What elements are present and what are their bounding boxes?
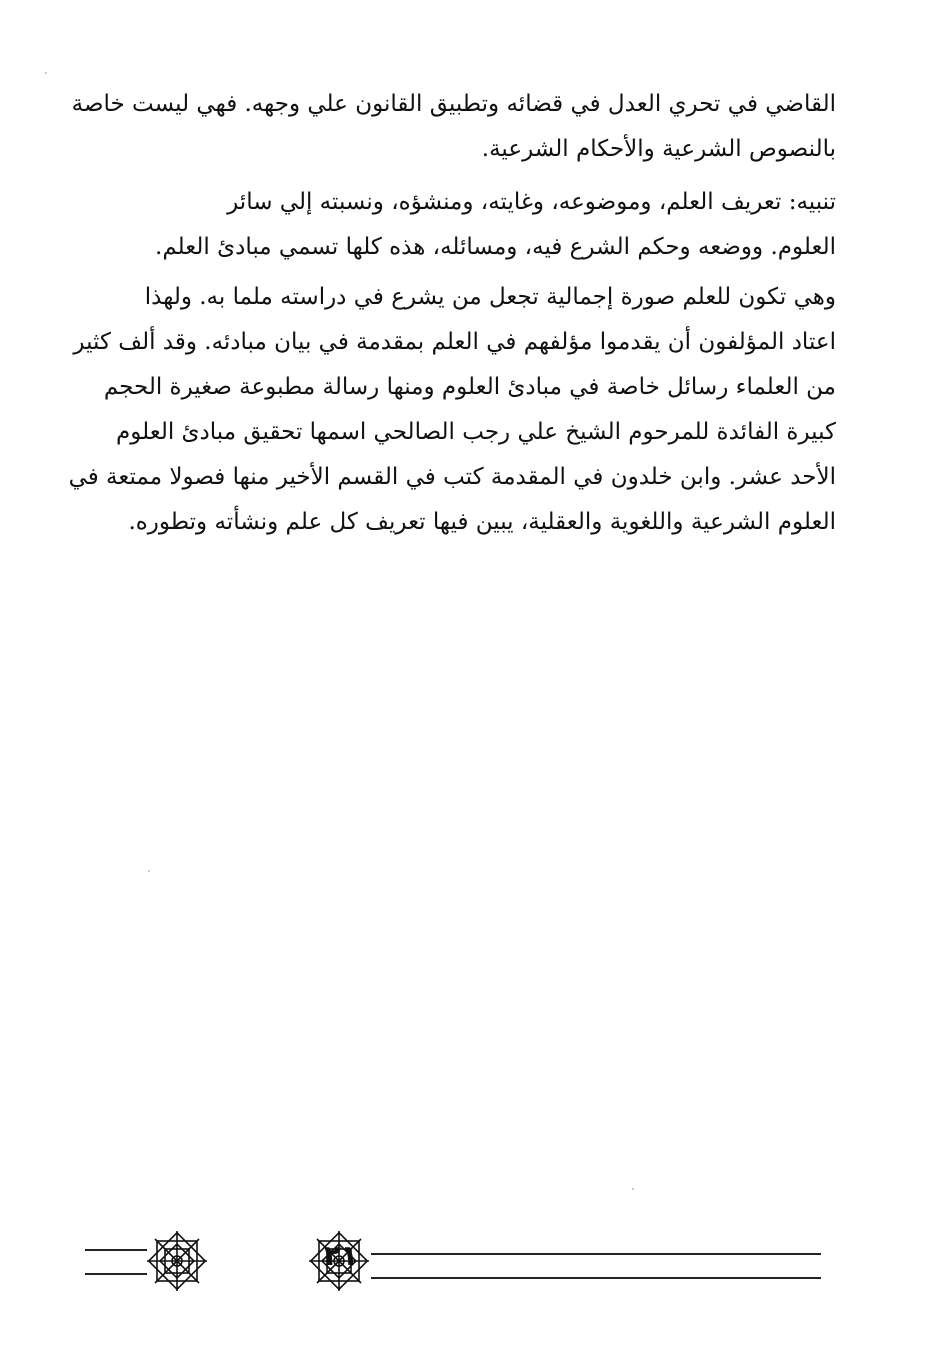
text-line: القاضي في تحري العدل في قضائه وتطبيق القانون علي وجهه. فهي ليست خاصة [71,91,836,117]
text-line: اعتاد المؤلفون أن يقدموا مؤلفهم في العلم بمقدمة في بيان مبادئه. وقد ألف كثير [73,329,836,355]
text-line: من العلماء رسائل خاصة في مبادئ العلوم ومنها رسالة مطبوعة صغيرة الحجم [103,374,836,400]
octagram-star-icon [145,1229,209,1293]
text-line: العلوم. ووضعه وحكم الشرع فيه، ومسائله، هذه كلها تسمي مبادئ العلم. [155,234,836,260]
paragraph-1 [71,82,836,172]
text-line: تنبيه: تعريف العلم، وموضوعه، وغايته، ومنشؤه، ونسبته إلي سائر [227,189,836,215]
text-line: العلوم الشرعية واللغوية والعقلية، يبين فيها تعريف كل علم ونشأته وتطوره. [128,509,836,535]
scan-speck [45,72,47,74]
text-line: الأحد عشر. وابن خلدون في المقدمة كتب في القسم الأخير منها فصولا ممتعة في [68,464,836,490]
footer-rule-left-top [85,1249,147,1251]
footer-rule-left-bottom [85,1273,147,1275]
paragraph-2-note [100,180,836,270]
footer-rule-right-bottom [371,1277,821,1279]
paragraph-3 [68,275,836,545]
octagram-star-icon [307,1229,371,1293]
page-number: ٢١ [323,1239,359,1272]
text-line: بالنصوص الشرعية والأحكام الشرعية. [481,136,836,162]
scan-speck [632,1188,634,1190]
text-line: وهي تكون للعلم صورة إجمالية تجعل من يشرع في دراسته ملما به. ولهذا [144,284,836,310]
page-footer [85,1225,825,1305]
footer-rule-right-top [371,1253,821,1255]
text-line: كبيرة الفائدة للمرحوم الشيخ علي رجب الصالحي اسمها تحقيق مبادئ العلوم [115,419,836,445]
scan-speck [148,870,150,872]
